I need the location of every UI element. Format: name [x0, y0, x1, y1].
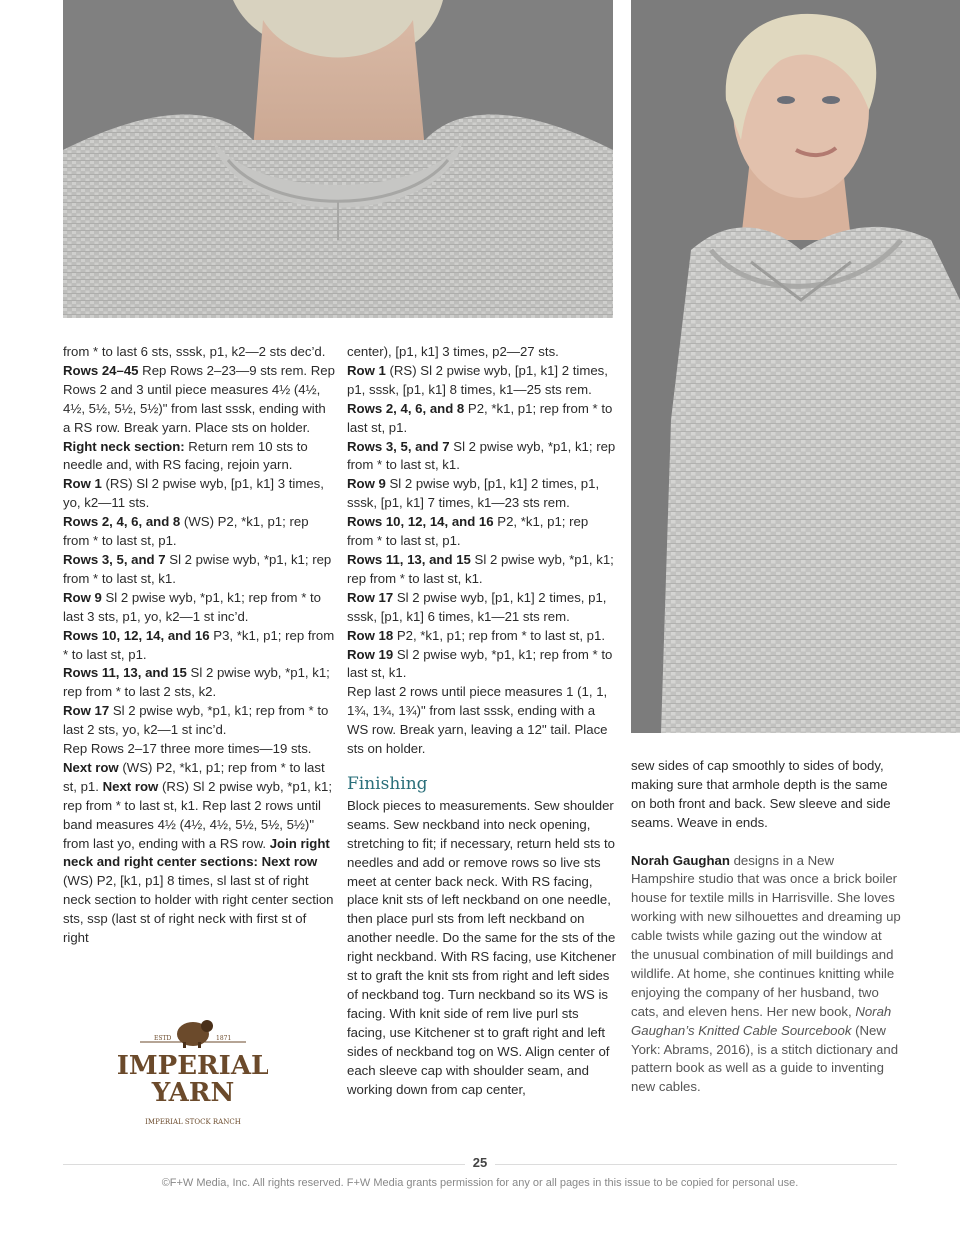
- pattern-line: Row 17 Sl 2 pwise wyb, [p1, k1] 2 times, p1, sssk, [p1, k1] 6 times, k1—21 sts rem.: [347, 589, 607, 624]
- designer-bio: Norah Gaughan designs in a New Hampshire studio that was once a brick boiler house for textile mills in Harrisville. She loves working with new silhouettes and dreaming up cable twists while gazing out the window at the unusual combination of mill buildings and wildlife. At home, she continues knitting while enjoying the company of her husband, two cats, and eleven hens. Her new book, Norah Gaughan’s Knitted Cable Sourcebook (New York: Abrams, 2016), is a stitch dictionary and pattern book as well as a guide to inventing new cables.: [631, 852, 901, 1095]
- model-illustration: [631, 0, 960, 733]
- pattern-line: Row 9 Sl 2 pwise wyb, *p1, k1; rep from * to last 3 sts, p1, yo, k2—1 st inc’d.: [63, 589, 321, 624]
- pattern-line: Row 1 (RS) Sl 2 pwise wyb, [p1, k1] 2 times, p1, sssk, [p1, k1] 8 times, k1—25 sts rem.: [347, 362, 608, 397]
- pattern-line: Rows 10, 12, 14, and 16 P2, *k1, p1; rep from * to last st, p1.: [347, 514, 589, 549]
- pattern-column-1: [63, 343, 335, 948]
- sweater-back-illustration: [63, 0, 613, 318]
- pattern-line: Rows 2, 4, 6, and 8 P2, *k1, p1; rep from * to last st, p1.: [347, 400, 613, 435]
- pattern-line: Next row (WS) P2, *k1, p1; rep from * to last st, p1. Next row (RS) Sl 2 pwise wyb, *p1, k1; rep from * to last st, k1. Rep last 2 rows until band measures 4½ (4½, 4½, 5½, 5½, 5½)" from last yo, ending with a RS row. Join right neck and right center sections: Next row (WS) P2, [k1, p1] 8 times, sl last st of right neck section to holder with right center section sts, ssp (last st of right neck with first st of right: [63, 759, 334, 946]
- pattern-column-2: [347, 343, 617, 1099]
- pattern-line: Rows 11, 13, and 15 Sl 2 pwise wyb, *p1, k1; rep from * to last 2 sts, k2.: [63, 665, 330, 700]
- pattern-column-3: [631, 757, 901, 1097]
- pattern-line: Rows 3, 5, and 7 Sl 2 pwise wyb, *p1, k1; rep from * to last st, k1.: [347, 438, 616, 473]
- pattern-line: Rows 10, 12, 14, and 16 P3, *k1, p1; rep from * to last st, p1.: [63, 627, 335, 662]
- logo-line1: IMPERIAL: [118, 1051, 268, 1081]
- pattern-line: Row 1 (RS) Sl 2 pwise wyb, [p1, k1] 3 times, yo, k2—11 sts.: [63, 476, 324, 511]
- finishing-heading: Finishing: [347, 773, 428, 794]
- page-number: 25: [0, 1155, 960, 1170]
- logo-estd: ESTD: [154, 1035, 172, 1042]
- finishing-text: Block pieces to measurements. Sew shoulder seams. Sew neckband into neck opening, stretching to fit; if necessary, return held sts to needles and add or remove rows so live sts meet at center back neck. With RS facing, place knit sts of left neckband on one needle, then place purl sts from left neckband on another needle. Do the same for the sts of the right neckband. With RS facing, use Kitchener st to graft the knit sts from right and left sides of neckband tog. Turn neckband so its WS is facing. With knit side of rem live purl sts facing, use Kitchener st to graft right and left sides of neckband tog on WS. Align center of each sleeve cap with shoulder seam, and working down from cap center,: [347, 797, 617, 1097]
- pattern-line: Row 17 Sl 2 pwise wyb, *p1, k1; rep from * to last 2 sts, yo, k2—1 st inc’d.: [63, 703, 329, 738]
- pattern-line: Rows 2, 4, 6, and 8 (WS) P2, *k1, p1; rep from * to last st, p1.: [63, 514, 309, 549]
- pattern-line: Row 19 Sl 2 pwise wyb, *p1, k1; rep from * to last st, k1.: [347, 646, 613, 681]
- photo-model-wearing-sweater: [631, 0, 960, 733]
- pattern-line: Rows 24–45 Rep Rows 2–23—9 sts rem. Rep Rows 2 and 3 until piece measures 4½ (4½, 4½, 5½, 5½, 5½)" from last sssk, ending with a RS row. Break yarn. Place sts on holder. Right neck section: Return rem 10 sts to needle and, with RS facing, rejoin yarn.: [63, 362, 335, 473]
- pattern-line: Row 18 P2, *k1, p1; rep from * to last st, p1.: [347, 627, 606, 643]
- pattern-line: Rep last 2 rows until piece measures 1 (1, 1, 1¾, 1¾, 1¾)" from last sssk, ending with a WS row. Break yarn, leaving a 12" tail. Place sts on holder.: [347, 684, 608, 757]
- pattern-line: Rep Rows 2–17 three more times—19 sts.: [63, 741, 312, 757]
- logo-tagline: IMPERIAL STOCK RANCH: [145, 1118, 241, 1126]
- imperial-yarn-logo: [118, 1012, 268, 1132]
- designer-name: Norah Gaughan: [631, 852, 730, 868]
- pattern-line: Rows 11, 13, and 15 Sl 2 pwise wyb, *p1, k1; rep from * to last st, k1.: [347, 551, 614, 586]
- pattern-line: center), [p1, k1] 3 times, p2—27 sts.: [347, 344, 559, 359]
- copyright-notice: ©F+W Media, Inc. All rights reserved. F+W Media grants permission for any or all pages in this issue to be copied for personal use.: [161, 1177, 799, 1189]
- pattern-line: from * to last 6 sts, sssk, p1, k2—2 sts dec’d.: [63, 344, 326, 359]
- sheep-logo-icon: [118, 1012, 268, 1132]
- pattern-line: Rows 3, 5, and 7 Sl 2 pwise wyb, *p1, k1; rep from * to last st, k1.: [63, 551, 332, 586]
- logo-line2: YARN: [151, 1078, 235, 1108]
- logo-year: 1871: [216, 1035, 232, 1042]
- pattern-line: Row 9 Sl 2 pwise wyb, [p1, k1] 2 times, p1, sssk, [p1, k1] 7 times, k1—23 sts rem.: [347, 476, 600, 511]
- finishing-continuation: sew sides of cap smoothly to sides of body, making sure that armhole depth is the same on both front and back. Sew sleeve and side seams. Weave in ends.: [631, 758, 891, 830]
- photo-sweater-back: [63, 0, 613, 318]
- book-title: Norah Gaughan’s Knitted Cable Sourcebook: [631, 1003, 892, 1038]
